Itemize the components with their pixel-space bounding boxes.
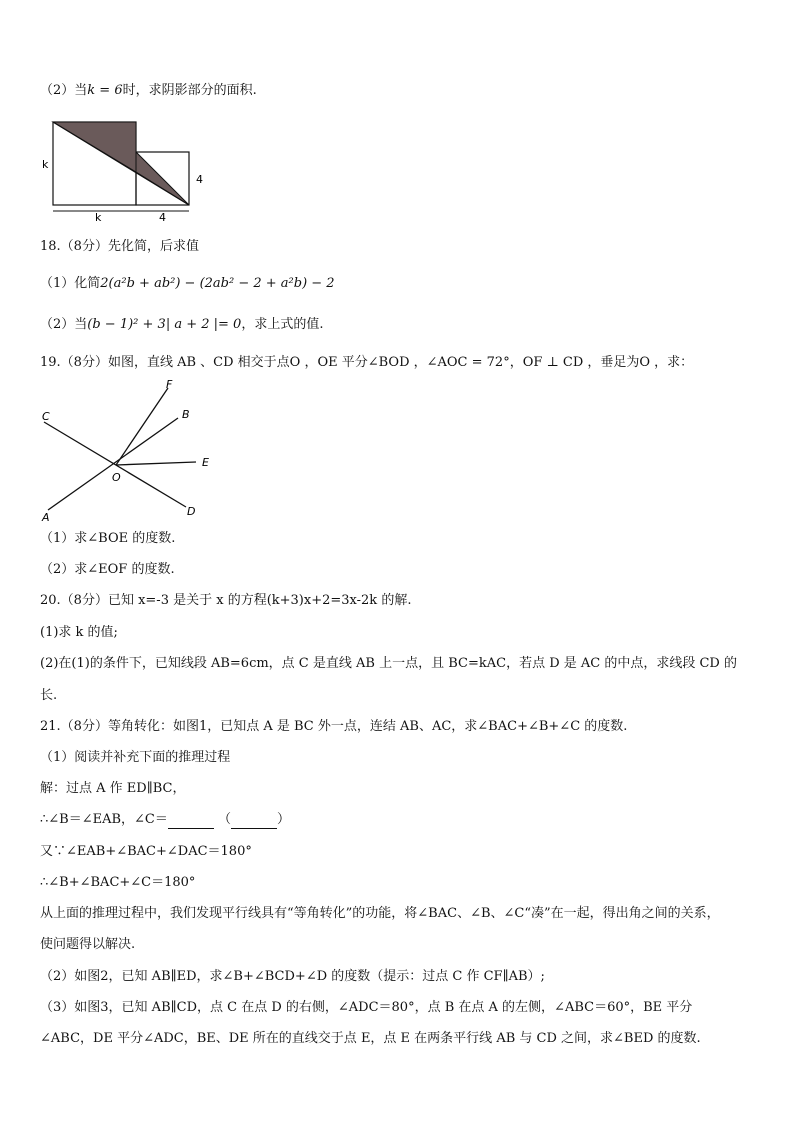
q20-part2-line2: 长. xyxy=(40,688,58,703)
label-O: O xyxy=(112,471,121,484)
label-E: E xyxy=(202,456,209,469)
q21-title: 21.（8分）等角转化：如图1，已知点 A 是 BC 外一点，连结 AB、AC，求∠BAC+∠B+∠C 的度数. xyxy=(40,719,628,734)
q21-part1: （1）阅读并补充下面的推理过程 xyxy=(40,750,231,765)
label-k-bottom: k xyxy=(95,211,102,224)
q19-title: 19.（8分）如图，直线 AB 、CD 相交于点O ，OE 平分∠BOD ，∠AOC = 72°，OF ⊥ CD ，垂足为O ，求： xyxy=(40,355,694,370)
q21-sol2: ∴∠B＝∠EAB，∠C＝ （ ） xyxy=(40,812,291,827)
blank-1[interactable] xyxy=(168,814,214,829)
q21-sol1: 解：过点 A 作 ED∥BC， xyxy=(40,781,186,796)
label-D: D xyxy=(187,505,196,518)
q21-note-line1: 从上面的推理过程中，我们发现平行线具有“等角转化”的功能，将∠BAC、∠B、∠C“凑”在一起，得出角之间的关系， xyxy=(40,906,720,921)
q20-part2-line1: (2)在(1)的条件下，已知线段 AB=6cm，点 C 是直线 AB 上一点，且 BC=kAC，若点 D 是 AC 的中点，求线段 CD 的 xyxy=(40,656,737,671)
q19-part1: （1）求∠BOE 的度数. xyxy=(40,531,176,546)
q21-note-line2: 使问题得以解决. xyxy=(40,937,136,952)
q19-part2: （2）求∠EOF 的度数. xyxy=(40,562,175,577)
q19-figure xyxy=(36,376,226,522)
q21-part3-line1: （3）如图3，已知 AB∥CD，点 C 在点 D 的右侧，∠ADC＝80°，点 B 在点 A 的左侧，∠ABC＝60°，BE 平分 xyxy=(40,1000,693,1015)
label-C: C xyxy=(42,410,50,423)
q18-title: 18.（8分）先化简，后求值 xyxy=(40,239,199,254)
q20-part1: (1)求 k 的值; xyxy=(40,625,118,640)
q18-part1: （1）化简2(a²b + ab²) − (2ab² − 2 + a²b) − 2 xyxy=(40,276,335,291)
q18-part2: （2）当(b − 1)² + 3| a + 2 |= 0，求上式的值. xyxy=(40,317,324,332)
label-4-bottom: 4 xyxy=(159,211,166,224)
label-k-left: k xyxy=(42,158,49,171)
q17-figure xyxy=(38,118,218,226)
q17-part2: （2）当k = 6时，求阴影部分的面积. xyxy=(40,83,257,98)
label-4-right: 4 xyxy=(196,173,203,186)
label-F: F xyxy=(166,378,173,391)
blank-2[interactable] xyxy=(231,814,277,829)
label-A: A xyxy=(42,511,50,522)
q20-title: 20.（8分）已知 x=-3 是关于 x 的方程(k+3)x+2=3x-2k 的解. xyxy=(40,593,412,608)
q21-sol4: ∴∠B+∠BAC+∠C＝180° xyxy=(40,875,196,890)
label-B: B xyxy=(182,408,190,421)
shaded-region-small xyxy=(136,152,189,205)
q21-part3-line2: ∠ABC，DE 平分∠ADC，BE、DE 所在的直线交于点 E，点 E 在两条平行线 AB 与 CD 之间，求∠BED 的度数. xyxy=(40,1031,701,1046)
q21-part2: （2）如图2，已知 AB∥ED，求∠B+∠BCD+∠D 的度数（提示：过点 C 作 CF∥AB）; xyxy=(40,969,545,984)
q21-sol3: 又∵∠EAB+∠BAC+∠DAC＝180° xyxy=(40,844,252,859)
